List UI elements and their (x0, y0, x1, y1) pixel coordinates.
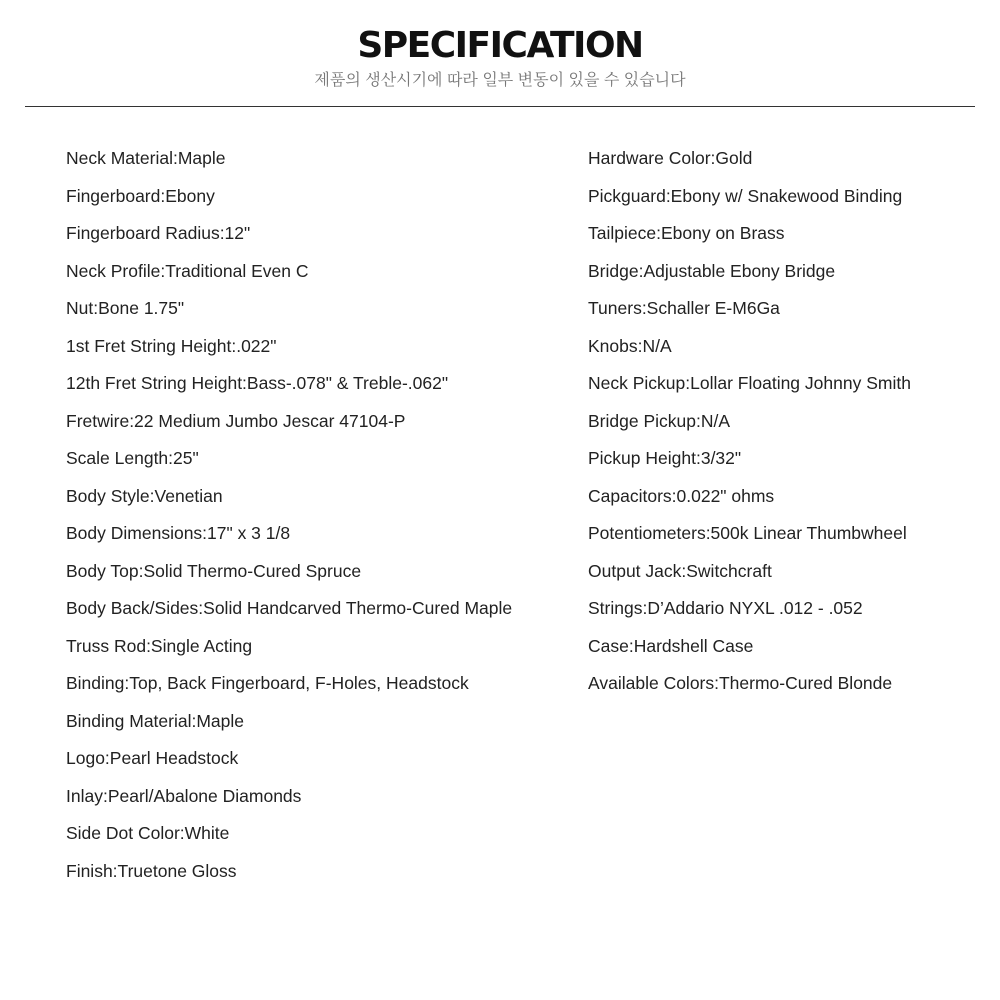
spec-item: Body Style:Venetian (66, 485, 223, 506)
spec-item: Neck Pickup:Lollar Floating Johnny Smith (588, 373, 911, 393)
spec-item: Side Dot Color:White (66, 823, 230, 843)
spec-item: Body Back/Sides:Solid Handcarved Thermo-Cured Maple (66, 598, 513, 618)
spec-item: Hardware Color:Gold (588, 148, 753, 168)
spec-item: Scale Length:25" (66, 448, 199, 468)
spec-list-left (66, 145, 576, 895)
spec-item: Body Top:Solid Thermo-Cured Spruce (66, 560, 362, 581)
spec-item: Bridge:Adjustable Ebony Bridge (588, 260, 836, 281)
spec-item: Pickup Height:3/32" (588, 448, 742, 468)
spec-item: Available Colors:Thermo-Cured Blonde (588, 673, 893, 693)
header-divider (25, 106, 975, 107)
spec-item: Finish:Truetone Gloss (66, 860, 237, 881)
page-subtitle: 제품의 생산시기에 따라 일부 변동이 있을 수 있습니다 (314, 72, 686, 89)
spec-item: Fingerboard Radius:12" (66, 223, 251, 243)
spec-item: Logo:Pearl Headstock (66, 748, 239, 768)
spec-item: Capacitors:0.022" ohms (588, 485, 775, 506)
spec-item: Bridge Pickup:N/A (588, 410, 731, 431)
spec-item: Nut:Bone 1.75" (66, 298, 185, 318)
spec-item: Truss Rod:Single Acting (66, 635, 253, 656)
spec-item: 1st Fret String Height:.022" (66, 335, 277, 356)
spec-list-right (588, 145, 988, 708)
spec-item: Knobs:N/A (588, 335, 672, 356)
spec-item: Pickguard:Ebony w/ Snakewood Binding (588, 185, 903, 206)
spec-item: Binding Material:Maple (66, 710, 245, 731)
spec-item: Tuners:Schaller E-M6Ga (588, 298, 780, 318)
spec-item: Case:Hardshell Case (588, 635, 754, 656)
page-title: SPECIFICATION (357, 25, 643, 66)
spec-item: Neck Profile:Traditional Even C (66, 260, 309, 281)
spec-item: Inlay:Pearl/Abalone Diamonds (66, 785, 302, 806)
spec-item: Tailpiece:Ebony on Brass (588, 223, 785, 243)
spec-item: Body Dimensions:17" x 3 1/8 (66, 523, 291, 543)
spec-item: Fretwire:22 Medium Jumbo Jescar 47104-P (66, 410, 406, 431)
spec-item: Fingerboard:Ebony (66, 185, 215, 206)
spec-item: Output Jack:Switchcraft (588, 560, 772, 581)
spec-item: Potentiometers:500k Linear Thumbwheel (588, 523, 907, 543)
spec-item: Neck Material:Maple (66, 148, 226, 168)
spec-item: Binding:Top, Back Fingerboard, F-Holes, Headstock (66, 673, 469, 693)
spec-item: Strings:D’Addario NYXL .012 - .052 (588, 598, 863, 618)
spec-item: 12th Fret String Height:Bass-.078" & Treble-.062" (66, 373, 449, 393)
